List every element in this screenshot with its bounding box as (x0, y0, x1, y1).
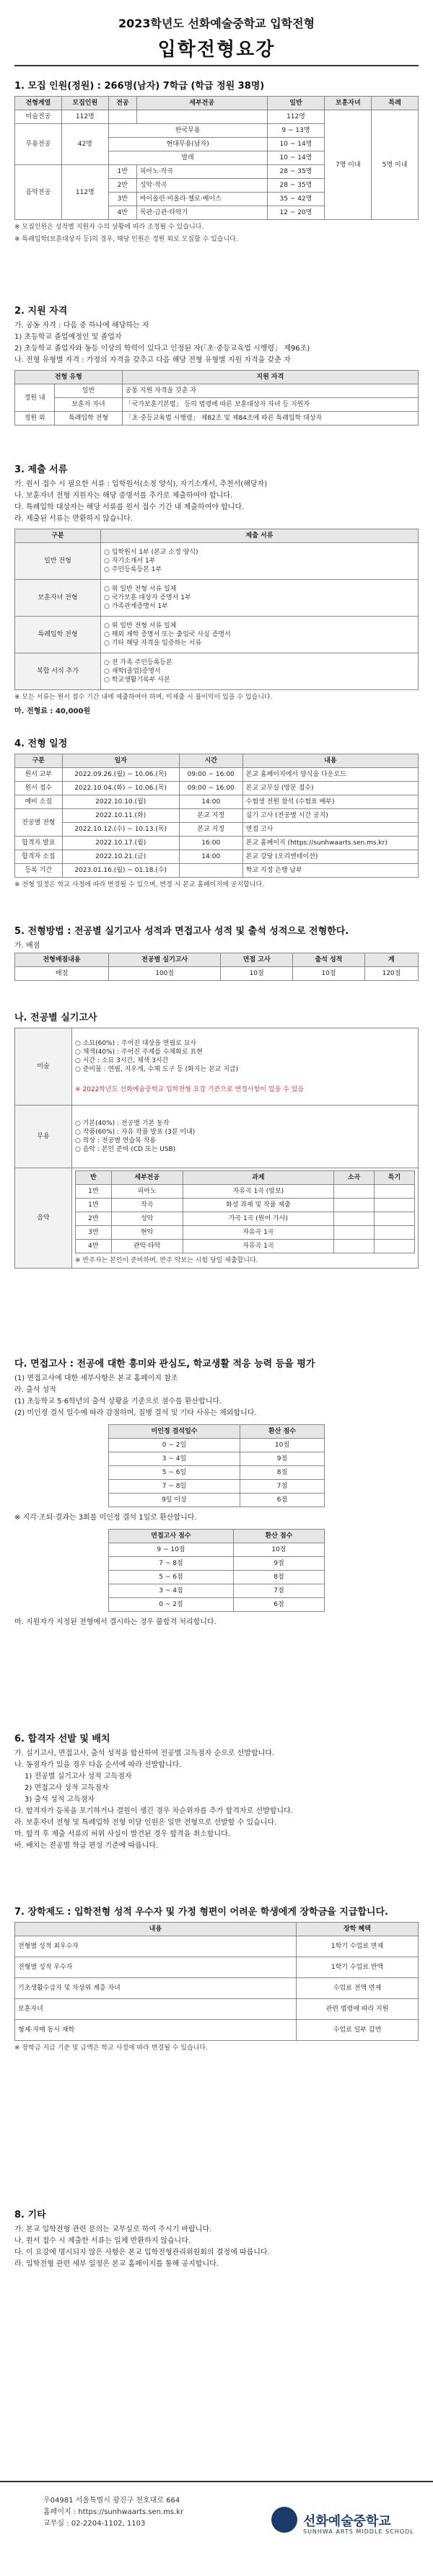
cell: 100점 (109, 967, 221, 981)
cell (72, 1168, 419, 1269)
cell: 5명 이내 (372, 110, 419, 220)
cell: 1학기 수업료 면제 (297, 1936, 419, 1957)
note: ※ 장학금 지급 기준 및 금액은 학교 사정에 따라 변경될 수 있습니다. (14, 2045, 208, 2052)
cell: 일반 (55, 384, 122, 398)
cell (375, 1185, 415, 1199)
cell: 2022.10.17.(월) (62, 837, 179, 850)
cell (334, 1185, 375, 1199)
cell: ○ 입학원서 1부 (본교 소정 양식) ○ 자기소개서 1부 ○ 주민등록등본 1부 (101, 543, 419, 580)
cell: 기초생활수급자 및 차상위 계층 자녀 (15, 1978, 297, 1999)
cell: 보훈자 자녀 (55, 398, 122, 412)
section-eligibility (14, 303, 419, 425)
section-title: 8. 기타 (14, 2210, 46, 2220)
cell: 음악전공 (15, 165, 62, 220)
paragraph: 가. 배점 (14, 942, 40, 950)
homepage: 홈페이지 : https://sunhwaarts.sen.ms.kr (43, 2508, 184, 2516)
col-header: 세부전공 (136, 97, 267, 110)
cell (108, 110, 136, 124)
cell: 2022.10.11.(화) (62, 809, 179, 823)
cell: 바이올린·비올라·첼로·베이스 (136, 193, 267, 206)
table-row (15, 653, 419, 690)
cell: 수험생 전원 참석 (수험표 배부) (242, 795, 418, 809)
cell: 9점 (240, 1452, 325, 1466)
cell: 본교 지정 (179, 823, 242, 837)
cell: 발레 (108, 151, 267, 165)
cell: 성악·작곡 (136, 179, 267, 193)
col-header: 일자 (62, 754, 179, 768)
section-interview (14, 1356, 419, 1629)
cell: 배점 (15, 967, 109, 981)
section-title: 7. 장학제도 : 입학전형 성적 우수자 및 가정 형편이 어려운 학생에게 장학금을 지급합니다. (14, 1907, 388, 1918)
paragraph: 라. 입학전형 관련 세부 일정은 본교 홈페이지를 통해 공지합니다. (14, 2260, 219, 2268)
table-row (109, 1439, 325, 1452)
eligibility-table (14, 370, 419, 425)
paragraph: 바. 배치는 전공별 학급 편성 기준에 따릅니다. (14, 1842, 159, 1850)
cell: 수업료 일부 감면 (297, 2020, 419, 2041)
cell (375, 1226, 415, 1240)
cell: 피아노 (111, 1185, 183, 1199)
table-row (15, 1936, 419, 1957)
section-title: 2. 지원 자격 (14, 306, 68, 317)
table-row (109, 1494, 325, 1507)
table-row (15, 823, 419, 837)
table-row (15, 1106, 419, 1168)
cell: 5 ~ 6일 (109, 1466, 240, 1480)
cell: 무용 (15, 1106, 72, 1168)
cell: 형제·자매 동시 재학 (15, 2020, 297, 2041)
paragraph: 가. 공동 자격 : 다음 중 하나에 해당하는 자 (14, 322, 149, 330)
cell: 10점 (221, 967, 293, 981)
paragraph: (2) 미인정 결석 일수에 따라 감점하며, 질병 결석 및 기타 사유는 제외합니다. (14, 1409, 257, 1417)
col-header: 지원 자격 (122, 371, 418, 384)
interview-score-table (108, 1529, 325, 1612)
cell: 원서 교부 (15, 768, 63, 782)
cell: 수업료 전액 면제 (297, 1978, 419, 1999)
cell: 1학기 수업료 반액 (297, 1957, 419, 1978)
cell: 4반 (76, 1240, 112, 1253)
cell: 3 ~ 4일 (109, 1452, 240, 1466)
paragraph: 라. 보훈자녀 전형 및 특례입학 전형 미달 인원은 일반 전형으로 선발할 수 있습니다. (14, 1819, 277, 1827)
col-header: 내용 (15, 1923, 297, 1936)
table-row (15, 580, 419, 617)
col-header: 일반 (267, 97, 325, 110)
cell: 「국가보훈기본법」 등의 법령에 따른 보훈대상자 자녀 등 지원자 (122, 398, 418, 412)
cell: 공통 지원 자격을 갖춘 자 (122, 384, 418, 398)
cell: ○ 위 일반 전형 서류 일체 ○ 국가보훈 대상자 증명서 1부 ○ 가족관계증명서 1부 (101, 580, 419, 617)
cell: 14:00 (179, 795, 242, 809)
table-row (15, 809, 419, 823)
table-row (15, 1978, 419, 1999)
cell: 본교 홈페이지에서 양식을 다운로드 (242, 768, 418, 782)
paragraph: 가. 원서 접수 시 필요한 서류 : 입학원서(소정 양식), 자기소개서, 추천서(해당자) (14, 480, 268, 488)
cell: 3 ~ 4점 (109, 1584, 234, 1598)
fee-text: 마. 전형료 : 40,000원 (14, 707, 91, 715)
cell: 정원 외 (15, 412, 55, 425)
cell: 10점 (240, 1439, 325, 1452)
cell: 9일 이상 (109, 1494, 240, 1507)
cell: 10 ~ 14명 (267, 151, 325, 165)
cell: 28 ~ 35명 (267, 179, 325, 193)
col-header: 보훈자녀 (325, 97, 372, 110)
cell: 2반 (76, 1212, 112, 1226)
cell: 화성 과제 및 작품 제출 (183, 1199, 333, 1212)
table-row (15, 1028, 419, 1106)
col-header: 미인정 결석일수 (109, 1425, 240, 1439)
cell: 학교 지정 은행 납부 (242, 864, 418, 878)
art-text: ○ 소묘(60%) : 주어진 대상을 연필로 묘사 ○ 채색(40%) : 주어진 주제를 수채화로 표현 ○ 시간 : 소묘 3시간, 채색 3시간 ○ 준비물 : 연필, 지우개, 수채 도구 등 (화지는 본교 지급) (75, 1040, 239, 1073)
col-header: 특기 (375, 1171, 415, 1185)
table-row (109, 1571, 325, 1584)
cell: 관악·타악 (111, 1240, 183, 1253)
table-row (15, 398, 419, 412)
col-header: 환산 점수 (240, 1425, 325, 1439)
quota-table (14, 96, 419, 220)
cell: 전형별 성적 우수자 (15, 1957, 297, 1978)
cell (375, 1212, 415, 1226)
table-row (109, 1598, 325, 1612)
section-title: 5. 전형방법 : 전공별 실기고사 성적과 면접고사 성적 및 출석 성적으로 전형한다. (14, 926, 349, 937)
col-header: 전형 유형 (15, 371, 123, 384)
cell: 42명 (61, 124, 108, 165)
cell: 합격자 소집 (15, 850, 63, 864)
cell: 7점 (233, 1584, 324, 1598)
cell: 0 ~ 2점 (109, 1598, 234, 1612)
paragraph: 다. 이 요강에 명시되지 않은 사항은 본교 입학전형관리위원회의 결정에 따릅니다. (14, 2249, 270, 2257)
table-row (109, 1480, 325, 1494)
cell: 음악 (15, 1168, 72, 1269)
contact-info (43, 2495, 183, 2530)
school-emblem-icon (271, 2507, 297, 2533)
paragraph: 1) 전공별 실기고사 성적 고득점자 (25, 1773, 132, 1781)
paragraph: 라. 출석 성적 (14, 1386, 56, 1394)
cell: ○ 기본(40%) : 전공별 기본 동작 ○ 작품(60%) : 자유 작품 발표 (3분 이내) ○ 의상 : 전공별 연습복 착용 ○ 음악 : 본인 준비 (CD 또는 USB) (72, 1106, 419, 1168)
cell: 16:00 (179, 837, 242, 850)
cell: 2022.10.12.(수) ~ 10.13.(목) (62, 823, 179, 837)
table-row (15, 864, 419, 878)
note: ※ 모집인원은 성적별 지원자 수의 상황에 따라 조정될 수 있습니다. (14, 224, 204, 231)
table-row (15, 795, 419, 809)
year-title: 2023학년도 선화예술중학교 입학전형 (118, 17, 315, 30)
cell (375, 1199, 415, 1212)
table-row (109, 1543, 325, 1557)
section-title: 다. 면접고사 : 전공에 대한 흥미와 관심도, 학교생활 적응 능력 등을 평가 (14, 1359, 315, 1369)
cell: 현악 (111, 1226, 183, 1240)
cell: 「초·중등교육법 시행령」 제82조 및 제84조에 따른 특례입학 대상자 (122, 412, 418, 425)
paragraph: 나. 동점자가 있을 경우 다음 순서에 따라 선발합니다. (14, 1761, 182, 1769)
cell: 복합 서식 추가 (15, 653, 101, 690)
paragraph: (1) 초등학교 5·6학년의 출석 상황을 기준으로 점수를 환산합니다. (14, 1398, 222, 1406)
section-quota (14, 78, 419, 244)
header-rule (14, 65, 419, 66)
cell: 09:00 ~ 16:00 (179, 782, 242, 795)
table-row (15, 543, 419, 580)
address: 우04981 서울특별시 광진구 천호대로 664 (43, 2497, 180, 2505)
practical-table (14, 1028, 419, 1269)
cell (179, 864, 242, 878)
cell (334, 1226, 375, 1240)
col-header: 계 (364, 953, 418, 967)
music-table (75, 1170, 415, 1253)
section-title: 6. 합격자 선발 및 배치 (14, 1734, 110, 1744)
table-row (109, 1557, 325, 1571)
table-row (15, 850, 419, 864)
score-table (14, 953, 419, 981)
note: ※ 전형 일정은 학교 사정에 따라 변경될 수 있으며, 변경 시 본교 홈페이지에 공지합니다. (14, 881, 265, 888)
scholarship-table (14, 1922, 419, 2041)
cell: 성악 (111, 1212, 183, 1226)
cell: 작곡 (111, 1199, 183, 1212)
cell: 6점 (233, 1598, 324, 1612)
schedule-table (14, 754, 419, 878)
cell: 112명 (267, 110, 325, 124)
table-row (15, 617, 419, 653)
table-row (76, 1240, 415, 1253)
cell: 보훈자녀 전형 (15, 580, 101, 617)
col-header: 면접고사 점수 (109, 1530, 234, 1543)
cell (334, 1199, 375, 1212)
table-row (109, 1452, 325, 1466)
section-scholarship (14, 1904, 419, 2053)
section-selection (14, 1731, 419, 1853)
cell: 12 ~ 20명 (267, 206, 325, 220)
note: ※ 반주자는 본인이 준비하며, 반주 악보는 시험 당일 제출합니다. (75, 1257, 258, 1264)
table-row (15, 1168, 419, 1269)
cell: 전형별 성적 최우수자 (15, 1936, 297, 1957)
paragraph: 나. 원서 접수 시 제출한 서류는 일체 반환하지 않습니다. (14, 2237, 191, 2245)
table-row (15, 782, 419, 795)
cell: 합격자 발표 (15, 837, 63, 850)
paragraph: 나. 보훈자녀 전형 지원자는 해당 증명서를 추가로 제출하여야 합니다. (14, 492, 233, 500)
document-header (0, 0, 433, 72)
table-row (15, 768, 419, 782)
cell: 9 ~ 10점 (109, 1543, 234, 1557)
cell: 2022.10.10.(월) (62, 795, 179, 809)
cell: 112명 (61, 165, 108, 220)
cell: 3반 (76, 1226, 112, 1240)
cell: 10 ~ 14명 (267, 138, 325, 151)
section-title: 1. 모집 인원(정원) : 266명(남자) 7학급 (학급 정원 38명) (14, 81, 265, 92)
paragraph: 가. 실기고사, 면접고사, 출석 성적을 합산하여 전공별 고득점자 순으로 선발합니다. (14, 1750, 275, 1757)
col-header: 모집인원 (61, 97, 108, 110)
col-header: 전공 (108, 97, 136, 110)
cell: 09:00 ~ 16:00 (179, 768, 242, 782)
col-header: 구분 (15, 529, 101, 543)
cell: 14:00 (179, 850, 242, 864)
table-row (15, 967, 419, 981)
cell: 관련 법령에 따라 지원 (297, 1999, 419, 2020)
table-row (76, 1212, 415, 1226)
cell: 전공별 전형 (15, 809, 63, 837)
col-header: 구분 (15, 754, 63, 768)
paragraph: 2) 면접고사 성적 고득점자 (25, 1784, 109, 1792)
section-title: 4. 전형 일정 (14, 738, 68, 749)
cell: 3반 (108, 193, 136, 206)
note: ※ 모든 서류는 원서 접수 기간 내에 제출하여야 하며, 미제출 시 불이익이 있을 수 있습니다. (14, 694, 273, 701)
col-header: 반 (76, 1171, 112, 1185)
paragraph: 다. 특례입학 대상자는 해당 서류를 원서 접수 기간 내 제출하여야 합니다. (14, 503, 245, 511)
cell: 10점 (293, 967, 365, 981)
cell: 보훈자녀 (15, 1999, 297, 2020)
cell: 가곡 1곡 (원어 가사) (183, 1212, 333, 1226)
cell: 피아노·작곡 (136, 165, 267, 179)
document-footer (0, 2481, 433, 2576)
section-schedule (14, 736, 419, 890)
col-header: 소곡 (334, 1171, 375, 1185)
cell: 2023.01.16.(월) ~ 01.18.(수) (62, 864, 179, 878)
cell: 7명 이내 (325, 110, 372, 220)
section-documents (14, 462, 419, 718)
table-row (15, 1957, 419, 1978)
col-header: 특례 (372, 97, 419, 110)
col-header: 환산 점수 (233, 1530, 324, 1543)
table-row (15, 384, 419, 398)
cell (334, 1212, 375, 1226)
phone: 교무실 : 02-2204-1102, 1103 (43, 2520, 146, 2528)
cell: 9점 (233, 1557, 324, 1571)
cell: 7 ~ 8점 (109, 1557, 234, 1571)
cell: 한국무용 (108, 124, 267, 138)
cell: ○ 전 가족 주민등록등본 ○ 재학(졸업)증명서 ○ 학교생활기록부 사본 (101, 653, 419, 690)
cell: 7점 (240, 1480, 325, 1494)
section-method (14, 923, 419, 981)
col-header: 과제 (183, 1171, 333, 1185)
cell: 원서 접수 (15, 782, 63, 795)
section-title: 나. 전공별 실기고사 (14, 1013, 97, 1023)
cell: 본교 지정 (179, 809, 242, 823)
cell: 등록 기간 (15, 864, 63, 878)
cell: ○ 위 일반 전형 서류 일체 ○ 해외 재학 증명서 또는 출입국 사실 증명서 ○ 기타 해당 자격을 입증하는 서류 (101, 617, 419, 653)
cell: 9 ~ 13명 (267, 124, 325, 138)
paragraph: 다. 합격자가 등록을 포기하거나 결원이 생긴 경우 차순위자를 추가 합격자로 선발합니다. (14, 1807, 293, 1815)
col-header: 제출 서류 (101, 529, 419, 543)
table-row (109, 1584, 325, 1598)
col-header: 세부전공 (111, 1171, 183, 1185)
cell: 1반 (76, 1185, 112, 1199)
col-header: 출석 성적 (293, 953, 365, 967)
table-row (15, 2020, 419, 2041)
section-title: 3. 제출 서류 (14, 464, 68, 475)
paragraph: (1) 면접고사에 대한 세부사항은 본교 홈페이지 참조 (14, 1375, 178, 1382)
note: ※ 특례입학(보훈대상자 등)의 경우, 해당 인원은 정원 외로 모집할 수 있습니다. (14, 236, 238, 243)
cell: 28 ~ 35명 (267, 165, 325, 179)
cell: 면접 고사 (242, 823, 418, 837)
cell: 120점 (364, 967, 418, 981)
cell (334, 1240, 375, 1253)
cell: 2반 (108, 179, 136, 193)
col-header: 면접 고사 (221, 953, 293, 967)
cell: 35 ~ 42명 (267, 193, 325, 206)
cell: 8점 (240, 1466, 325, 1480)
cell: 예비 소집 (15, 795, 63, 809)
paragraph: 가. 본교 입학전형 관련 문의는 교무실로 하여 주시기 바랍니다. (14, 2226, 212, 2233)
cell: 특례입학 전형 (15, 617, 101, 653)
cell: 미술전공 (15, 110, 62, 124)
cell: 무용전공 (15, 124, 62, 165)
cell: 본교 강당 (오리엔테이션) (242, 850, 418, 864)
cell: 본교 교무실 (방문 접수) (242, 782, 418, 795)
table-row (76, 1185, 415, 1199)
cell: 실기 고사 (전공별 시간 공지) (242, 809, 418, 823)
section-practical (14, 1010, 419, 1269)
cell: 일반 전형 (15, 543, 101, 580)
school-logo-sub: SUNHWA ARTS MIDDLE SCHOOL (303, 2528, 414, 2535)
paragraph: 3) 출석 성적 고득점자 (25, 1796, 95, 1804)
cell: 112명 (61, 110, 108, 124)
section-etc (14, 2207, 419, 2271)
attendance-table (108, 1424, 325, 1507)
cell (375, 1240, 415, 1253)
school-logo: 선화예술중학교 (303, 2514, 391, 2529)
cell: 특례입학 전형 (55, 412, 122, 425)
col-header: 시간 (179, 754, 242, 768)
cell: 목관·금관·타악기 (136, 206, 267, 220)
cell: 2022.10.04.(화) ~ 10.06.(목) (62, 782, 179, 795)
cell: 미술 (15, 1028, 72, 1106)
cell: 6점 (240, 1494, 325, 1507)
table-row (109, 1466, 325, 1480)
cell: 7 ~ 8일 (109, 1480, 240, 1494)
cell: 0 ~ 2일 (109, 1439, 240, 1452)
cell: 2022.10.21.(금) (62, 850, 179, 864)
col-header: 내용 (242, 754, 418, 768)
col-header: 전공별 실기고사 (109, 953, 221, 967)
art-note: ※ 2022학년도 선화예술중학교 입학전형 요강 기준으로 변경사항이 있을 수 있음 (75, 1086, 305, 1093)
col-header: 전형배점내용 (15, 953, 109, 967)
cell: 1반 (76, 1199, 112, 1212)
cell: 정원 내 (15, 384, 55, 412)
cell: 2022.09.26.(월) ~ 10.06.(목) (62, 768, 179, 782)
cell (136, 110, 267, 124)
table-row (15, 412, 419, 425)
paragraph: 마. 합격 후 제출 서류의 허위 사실이 발견된 경우 합격을 취소합니다. (14, 1830, 230, 1838)
paragraph: 나. 전형 유형별 자격 : 가정의 자격을 갖추고 다음 해당 전형 유형별 지원 자격을 갖춘 자 (14, 356, 291, 364)
paragraph: 2) 초등학교 졸업자와 동등 이상의 학력이 있다고 인정된 자(「초·중등교육법 시행령」 제96조) (14, 345, 310, 353)
paragraph: 1) 초등학교 졸업예정인 및 졸업자 (14, 333, 122, 341)
cell: 자유곡 1곡 (183, 1226, 333, 1240)
cell: 자유곡 1곡 (암보) (183, 1185, 333, 1199)
cell: 현대무용(남자) (108, 138, 267, 151)
table-row (15, 110, 419, 124)
paragraph: 마. 지원자가 지정된 전형에서 결시하는 경우 불합격 처리합니다. (14, 1618, 216, 1626)
cell (72, 1028, 419, 1106)
cell: 1반 (108, 165, 136, 179)
paragraph: 라. 제출된 서류는 반환하지 않습니다. (14, 515, 133, 523)
table-row (76, 1226, 415, 1240)
cell: 자유곡 1곡 (183, 1240, 333, 1253)
main-title: 입학전형요강 (157, 39, 276, 61)
col-header: 전형계열 (15, 97, 62, 110)
cell: 10점 (233, 1543, 324, 1557)
documents-table (14, 529, 419, 690)
table-row (15, 1999, 419, 2020)
table-row (15, 837, 419, 850)
paragraph: ※ 지각·조퇴·결과는 3회를 미인정 결석 1일로 환산합니다. (14, 1514, 197, 1522)
cell: 5 ~ 6점 (109, 1571, 234, 1584)
col-header: 장학 혜택 (297, 1923, 419, 1936)
cell: 4반 (108, 206, 136, 220)
cell: 본교 홈페이지 (https://sunhwaarts.sen.ms.kr) (242, 837, 418, 850)
table-row (76, 1199, 415, 1212)
cell: 8점 (233, 1571, 324, 1584)
